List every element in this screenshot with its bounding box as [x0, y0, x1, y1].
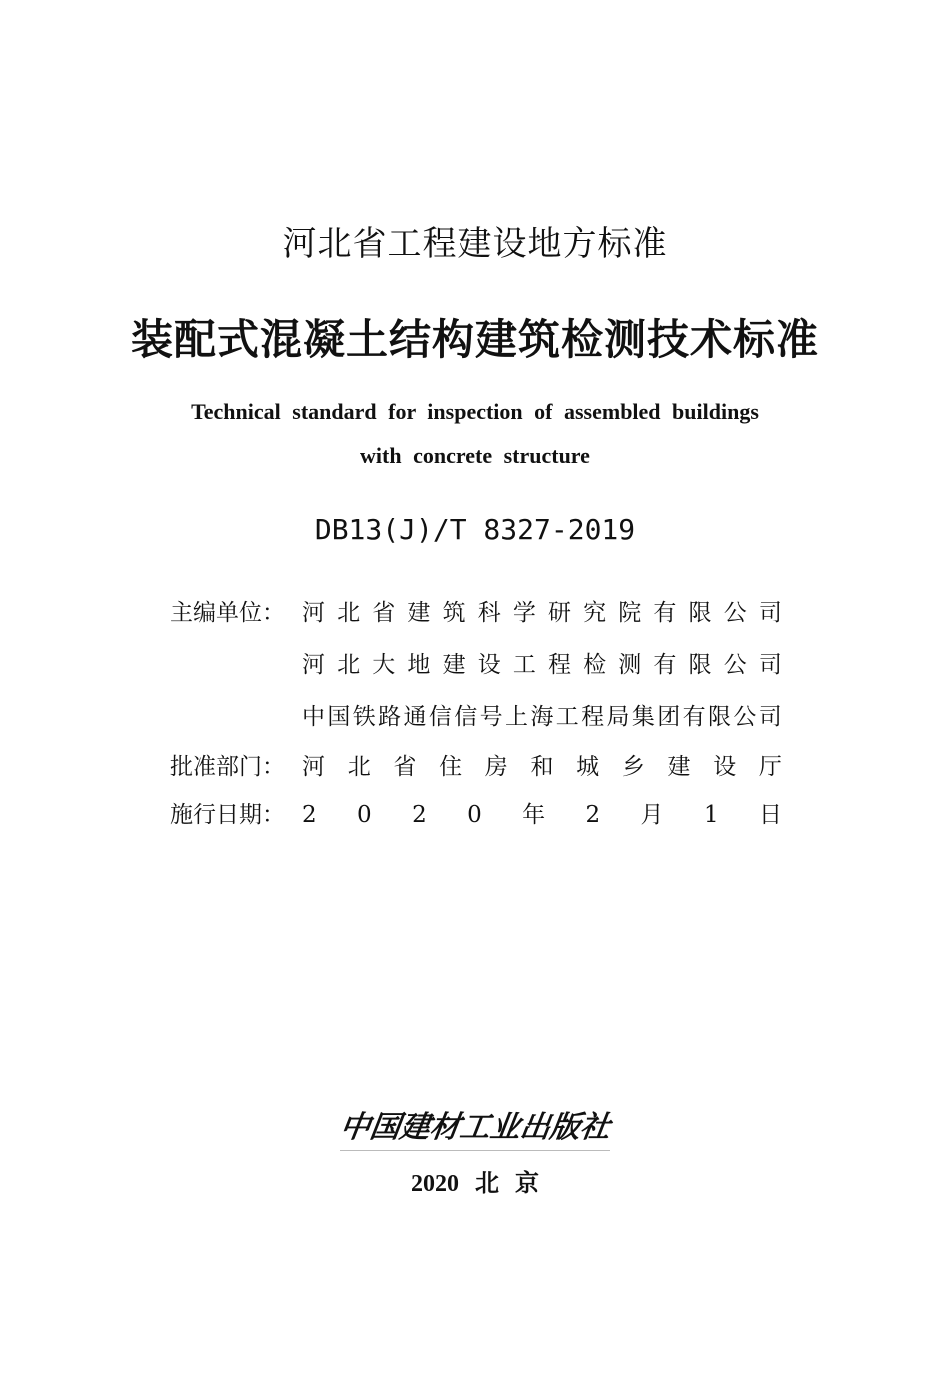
approval-label: 批准部门：: [170, 754, 285, 780]
series-title: 河北省工程建设地方标准: [282, 224, 668, 264]
editor-unit: 河 北 省 建 筑 科 学 研 究 院 有 限 公 司: [302, 600, 782, 626]
effective-date-row: [170, 798, 782, 832]
publisher-logo: [337, 1106, 613, 1151]
editors-row-3: [170, 700, 782, 734]
imprint: [0, 1166, 950, 1202]
english-title: [0, 390, 950, 478]
approval-row: [170, 750, 782, 784]
standard-code: DB13(J)/T 8327-2019: [314, 513, 636, 546]
editors-row-2: [170, 648, 782, 682]
editors-row-1: [170, 596, 782, 630]
publisher-logo-text: 中国建材工业出版社: [337, 1110, 613, 1145]
editor-unit: 中 国 铁 路 通 信 信 号 上 海 工 程 局 集 团 有 限 公 司: [302, 704, 782, 730]
main-title: 装配式混凝土结构建筑检测技术标准: [130, 315, 819, 364]
english-title-line-2: with concrete structure: [360, 443, 590, 468]
editor-unit: 河 北 大 地 建 设 工 程 检 测 有 限 公 司: [302, 652, 782, 678]
imprint-year: 2020: [411, 1171, 459, 1197]
effective-date-label: 施行日期：: [170, 802, 285, 828]
effective-date-value: 2 0 2 0 年 2 月 1 日: [302, 802, 782, 828]
approval-value: 河 北 省 住 房 和 城 乡 建 设 厅: [302, 754, 782, 780]
editors-label: 主编单位：: [170, 600, 285, 626]
english-title-line-1: Technical standard for inspection of assembled buildings: [191, 399, 759, 424]
imprint-city: 北 京: [475, 1171, 539, 1197]
